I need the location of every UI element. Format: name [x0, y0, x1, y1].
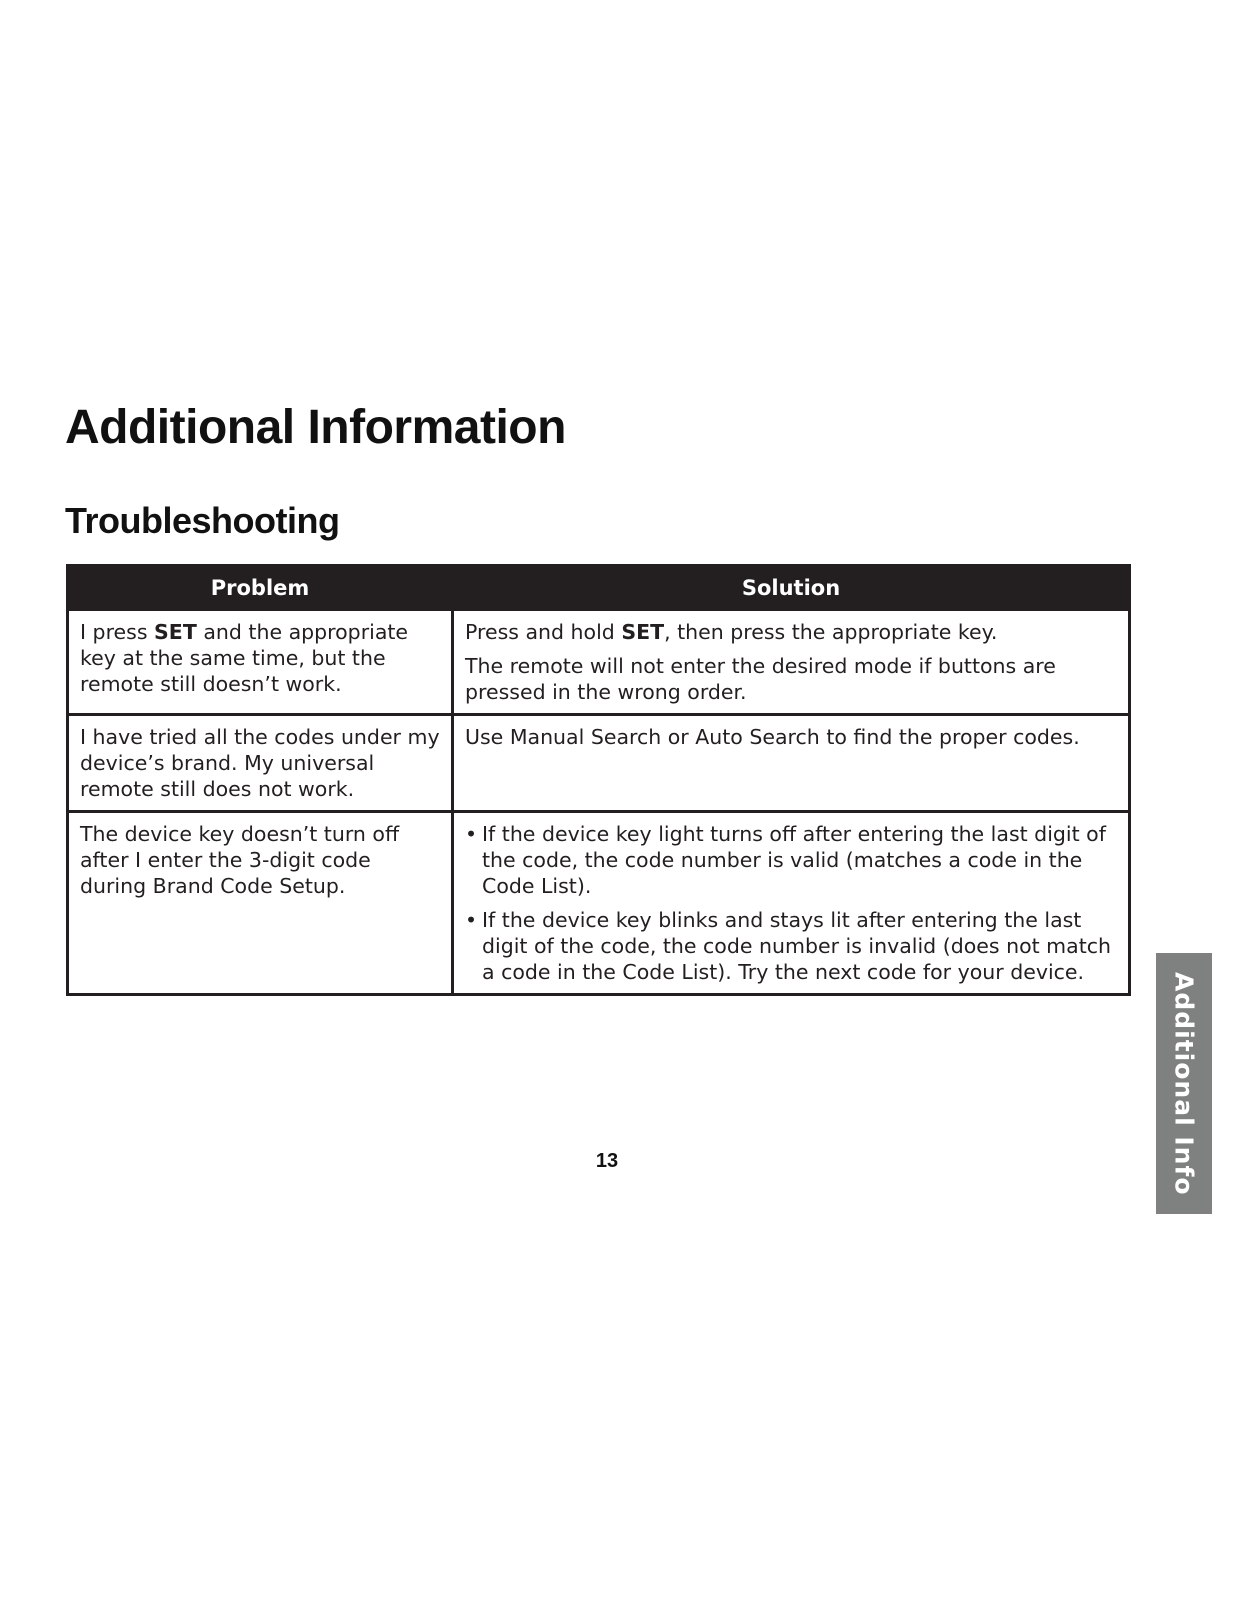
set-key-label: SET: [621, 620, 665, 644]
solution-cell: Use Manual Search or Auto Search to find the proper codes.: [453, 715, 1130, 812]
table-row: [68, 715, 1130, 812]
bullet-icon: •: [465, 822, 478, 846]
bullet-text: If the device key blinks and stays lit after entering the last digit of the code, the code number is invalid (does not match a code in the Code List). Try the next code for your device.: [482, 908, 1111, 984]
bullet-text: If the device key light turns off after entering the last digit of the code, the code number is valid (matches a code in the Code List).: [482, 822, 1106, 898]
problem-cell: The device key doesn’t turn off after I enter the 3-digit code during Brand Code Setup.: [68, 812, 453, 995]
problem-text: I press: [80, 620, 155, 644]
solution-text: Press and hold: [465, 620, 622, 644]
header-solution: Solution: [453, 566, 1130, 610]
problem-cell: [68, 610, 453, 715]
problem-text: and the appropriate key at the same time, but the remote still doesn’t work.: [80, 620, 409, 696]
table-row: [68, 610, 1130, 715]
bullet-item: [465, 907, 1118, 985]
problem-cell: I have tried all the codes under my device’s brand. My universal remote still does not work.: [68, 715, 453, 812]
solution-cell: [453, 610, 1130, 715]
bullet-icon: •: [465, 908, 478, 932]
section-side-tab: [1156, 953, 1212, 1214]
side-tab-label: Additional Info: [1169, 971, 1199, 1196]
bullet-item: [465, 821, 1118, 899]
page-number: 13: [595, 1150, 619, 1172]
solution-paragraph: The remote will not enter the desired mode if buttons are pressed in the wrong order.: [465, 654, 1056, 704]
troubleshooting-table: [66, 564, 1131, 996]
solution-paragraph: [465, 619, 1118, 645]
page-title: Additional Information: [65, 401, 566, 454]
solution-text: , then press the appropriate key.: [664, 620, 998, 644]
solution-cell: [453, 812, 1130, 995]
header-problem: Problem: [68, 566, 453, 610]
set-key-label: SET: [154, 620, 197, 644]
table-header-row: [68, 566, 1130, 610]
table-row: [68, 812, 1130, 995]
section-title: Troubleshooting: [65, 500, 340, 541]
